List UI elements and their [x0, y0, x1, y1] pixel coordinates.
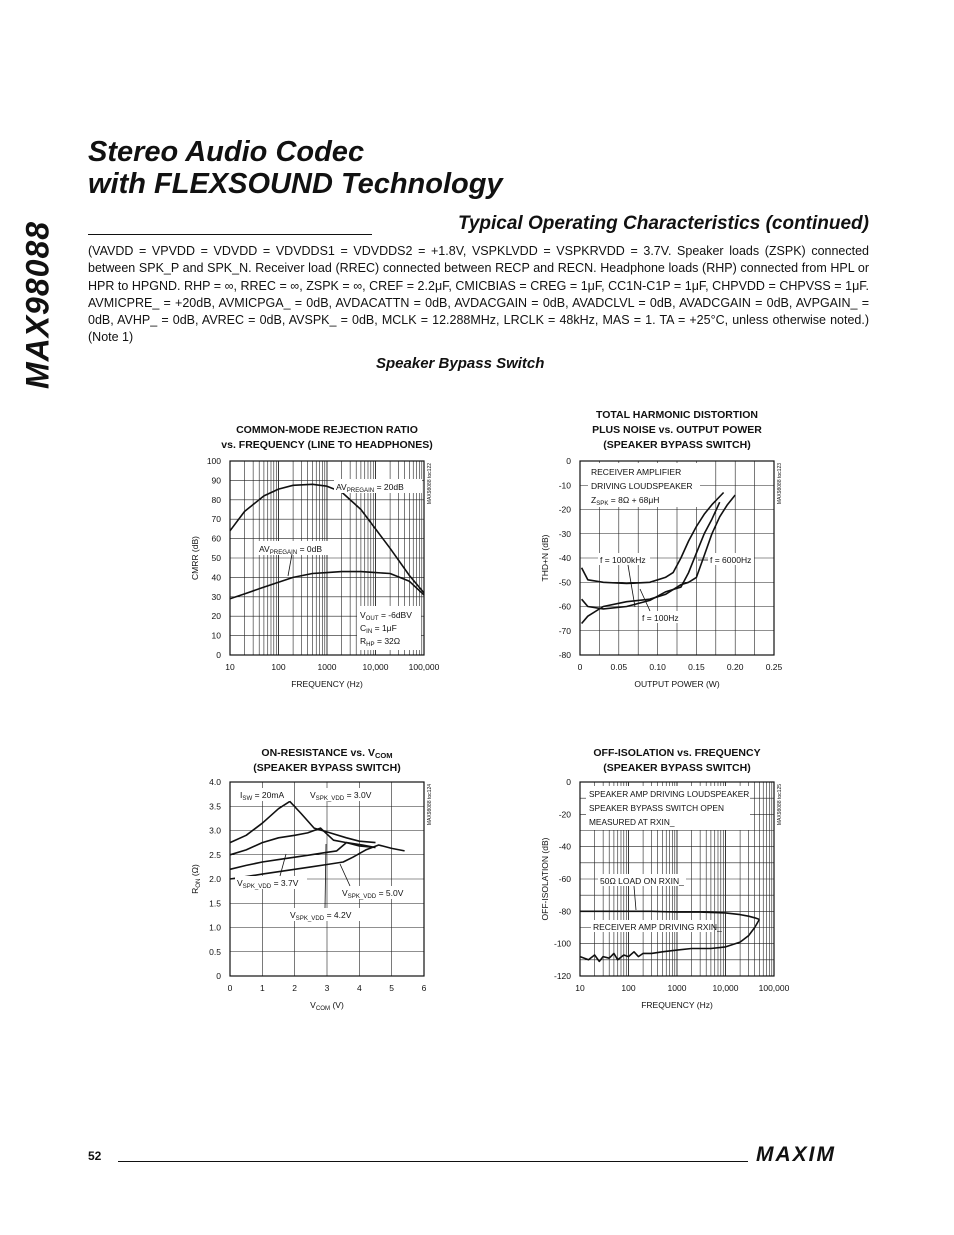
annotation-50ohm-load: 50Ω LOAD ON RXIN_	[600, 876, 684, 886]
x-tick-label: 1	[259, 983, 265, 993]
annotation-vspk-4v2: $V_{SPK\_VDD} = 4.2V$	[290, 910, 352, 922]
y-tick-label: 3.0	[209, 825, 221, 836]
side-part-number: MAX98088	[19, 220, 56, 390]
x-tick-label: 3	[324, 983, 330, 993]
chart-on-resistance-vs-vcom	[180, 738, 450, 1016]
annotation-measured-at: MEASURED AT RXIN_	[589, 817, 675, 827]
x-tick-label: 10	[225, 662, 235, 672]
y-tick-label: 2.5	[209, 849, 221, 860]
y-tick-label: 1.0	[209, 922, 221, 933]
chart-code-label: MAX98088 toc123	[777, 463, 783, 505]
y-axis-label: OFF-ISOLATION (dB)	[540, 837, 550, 921]
y-tick-label: 1.5	[209, 898, 221, 909]
x-tick-label: 100	[271, 662, 286, 672]
annotation-receiver-amp-driving: RECEIVER AMP DRIVING RXIN_	[593, 922, 722, 932]
leader-line	[280, 854, 286, 876]
leader-line	[634, 886, 636, 910]
subsection-heading: Speaker Bypass Switch	[376, 355, 545, 372]
x-tick-label: 100	[621, 983, 636, 993]
x-axis-label: FREQUENCY (Hz)	[291, 679, 363, 689]
chart-title-line: PLUS NOISE vs. OUTPUT POWER	[592, 424, 762, 436]
chart-thdn-vs-output-power	[530, 400, 800, 695]
x-tick-label: 0	[577, 662, 583, 672]
annotation-speaker-amp: SPEAKER AMP DRIVING LOUDSPEAKER	[589, 789, 750, 799]
y-tick-label: -70	[558, 625, 571, 636]
chart-title-line: OFF-ISOLATION vs. FREQUENCY	[593, 747, 761, 759]
x-tick-label: 0.15	[688, 662, 705, 672]
annotation-vspk-3v0: $V_{SPK\_VDD} = 3.0V$	[310, 790, 372, 802]
y-tick-label: 4.0	[209, 777, 221, 787]
y-axis-label: CMRR (dB)	[190, 536, 200, 580]
chart-code-label: MAX98088 toc124	[427, 784, 433, 826]
y-tick-label: -40	[558, 553, 571, 563]
y-axis-label: THD+N (dB)	[540, 534, 550, 582]
annotation-vout: $V_{OUT} = -6dBV$	[360, 610, 412, 622]
y-tick-label: -40	[558, 841, 571, 852]
y-tick-label: -10	[558, 480, 571, 491]
y-tick-label: -20	[558, 504, 571, 515]
x-tick-label: 2	[292, 983, 298, 993]
y-axis-label: $R_{ON}$ (Ω)	[190, 864, 202, 894]
x-tick-label: 100,000	[408, 662, 440, 672]
section-heading: Typical Operating Characteristics (continued)	[457, 213, 869, 234]
y-tick-label: 60	[211, 533, 221, 544]
y-tick-label: 40	[211, 572, 221, 583]
section-rule	[88, 234, 372, 235]
chart-off-isolation-vs-frequency	[530, 738, 800, 1016]
y-tick-label: 30	[211, 591, 221, 602]
chart-code-label: MAX98088 toc122	[427, 463, 433, 505]
leader-line	[325, 844, 326, 908]
leader-line	[340, 864, 350, 886]
y-tick-label: 0	[216, 650, 221, 660]
annotation-av-20db: $AV_{PREGAIN} = 20dB$	[336, 482, 404, 494]
y-tick-label: 100	[206, 456, 221, 466]
y-tick-label: 0	[216, 971, 221, 981]
series-line-2	[230, 828, 376, 855]
series-line-4	[230, 845, 405, 879]
y-tick-label: 2.0	[209, 874, 221, 884]
x-tick-label: 0.25	[765, 662, 783, 672]
annotation-zspk: $Z_{SPK} = 8\Omega + 68\mu H$	[591, 495, 660, 507]
y-tick-label: -30	[558, 528, 571, 539]
annotation-bypass-open: SPEAKER BYPASS SWITCH OPEN	[589, 803, 724, 813]
chart-title-line: TOTAL HARMONIC DISTORTION	[596, 409, 758, 421]
x-tick-label: 0	[227, 983, 233, 993]
annotation-isw: $I_{SW} = 20mA$	[240, 790, 285, 802]
annotation-f-6000: f = 6000Hz	[710, 555, 752, 565]
annotation-vspk-5v0: $V_{SPK\_VDD} = 5.0V$	[342, 888, 404, 900]
y-tick-label: 20	[211, 611, 221, 622]
x-tick-label: 4	[356, 983, 362, 993]
y-tick-label: -60	[558, 601, 571, 612]
x-axis-label: $V_{COM}$ (V)	[310, 1000, 344, 1012]
x-tick-label: 5	[389, 983, 395, 993]
leader-line	[288, 554, 292, 576]
chart-title-line: COMMON-MODE REJECTION RATIO	[236, 424, 418, 436]
x-tick-label: 10,000	[712, 983, 739, 993]
y-tick-label: 3.5	[209, 801, 221, 812]
x-axis-label: FREQUENCY (Hz)	[641, 1000, 713, 1010]
chart-cmrr-vs-frequency	[180, 415, 450, 695]
y-tick-label: -100	[553, 938, 571, 949]
x-tick-label: 1000	[317, 662, 337, 672]
y-tick-label: 90	[211, 475, 221, 486]
x-tick-label: 10	[575, 983, 585, 993]
y-tick-label: -80	[558, 906, 571, 917]
x-tick-label: 6	[421, 983, 427, 993]
title-line-2: with FLEXSOUND Technology	[88, 168, 503, 200]
annotation-av-0db: $AV_{PREGAIN} = 0dB$	[259, 544, 323, 556]
chart-code-label: MAX98088 toc125	[777, 784, 783, 826]
y-tick-label: -80	[558, 650, 571, 660]
y-tick-label: -50	[558, 577, 571, 588]
x-tick-label: 100,000	[758, 983, 790, 993]
annotation-driving-loudspeaker: DRIVING LOUDSPEAKER	[591, 481, 693, 491]
x-tick-label: 0.20	[726, 662, 744, 672]
annotation-receiver-amp: RECEIVER AMPLIFIER	[591, 467, 682, 477]
test-conditions: (VAVDD = VPVDD = VDVDD = VDVDDS1 = VDVDDS2 = +1.8V, VSPKLVDD = VSPKRVDD = 3.7V. Speaker loads (ZSPK) connected between SPK_P and SPK_N. Receiver load (RREC) connected between RECP and RECN. Headphone loads (RHP) connected from HPL or HPR to HPGND. RHP = ∞, RREC = ∞, ZSPK = ∞, CREF = 2.2μF, CMICBIAS = CREG = 1μF, CC1N-C1P = 1μF, CHPVDD = CHPVSS = 1μF. AVMICPRE_ = +20dB, AVMICPGA_ = 0dB, AVDACATTN = 0dB, AVDACGAIN = 0dB, AVADCLVL = 0dB, AVADCGAIN = 0dB, AVPGAIN_ = 0dB, AVHP_ = 0dB, AVREC = 0dB, AVSPK_ = 0dB, MCLK = 12.288MHz, LRCLK = 48kHz, MAS = 1. TA = +25°C, unless otherwise noted.) (Note 1)	[88, 244, 869, 345]
annotation-rhp: $R_{HP} = 32\Omega$	[360, 636, 401, 648]
x-tick-label: 1000	[667, 983, 687, 993]
y-tick-label: 10	[211, 630, 221, 641]
y-tick-label: -60	[558, 874, 571, 884]
x-tick-label: 10,000	[362, 662, 389, 672]
document-title	[88, 136, 503, 200]
y-tick-label: -120	[553, 971, 571, 981]
page-number: 52	[88, 1149, 102, 1163]
chart-title-line: (SPEAKER BYPASS SWITCH)	[253, 762, 401, 774]
maxim-logo: MAXIM	[756, 1143, 836, 1166]
annotation-f-100: f = 100Hz	[642, 613, 679, 623]
chart-title-line: (SPEAKER BYPASS SWITCH)	[603, 762, 751, 774]
annotation-f-1000: f = 1000kHz	[600, 555, 646, 565]
x-tick-label: 0.10	[649, 662, 666, 672]
y-tick-label: 0.5	[209, 946, 221, 957]
x-tick-label: 0.05	[610, 662, 628, 672]
y-tick-label: 50	[211, 553, 221, 563]
chart-title-line: (SPEAKER BYPASS SWITCH)	[603, 439, 751, 451]
y-tick-label: 70	[211, 514, 221, 525]
annotation-cin: $C_{IN} = 1\mu F$	[360, 623, 397, 635]
series-line-1	[230, 801, 376, 842]
x-axis-label: OUTPUT POWER (W)	[634, 679, 720, 689]
y-tick-label: -20	[558, 809, 571, 820]
chart-title-line: vs. FREQUENCY (LINE TO HEADPHONES)	[221, 439, 433, 451]
y-tick-label: 0	[566, 456, 571, 466]
footer-rule	[118, 1161, 748, 1162]
title-line-1: Stereo Audio Codec	[88, 136, 365, 168]
y-tick-label: 0	[566, 777, 571, 787]
chart-title-line: ON-RESISTANCE vs. VCOM	[261, 747, 393, 760]
y-tick-label: 80	[211, 494, 221, 505]
annotation-vspk-3v7: $V_{SPK\_VDD} = 3.7V$	[237, 878, 299, 890]
